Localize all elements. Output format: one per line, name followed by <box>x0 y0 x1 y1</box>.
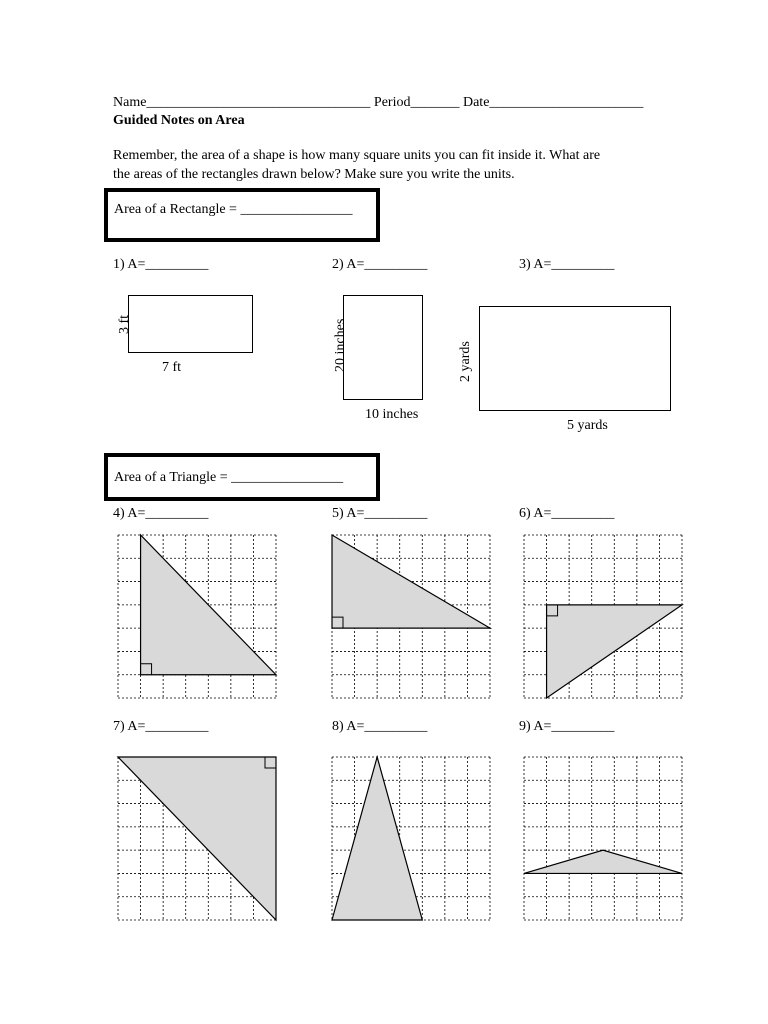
grid-problem-8 <box>332 757 490 920</box>
name-period-date-line: Name________________________________ Period_______ Date______________________ <box>113 95 644 110</box>
rectangle-3 <box>479 306 671 411</box>
rectangle-2-width-label: 10 inches <box>365 407 419 422</box>
rectangle-formula-box <box>104 188 380 242</box>
rectangle-1-width-label: 7 ft <box>162 360 182 375</box>
rectangle-3-width-label: 5 yards <box>567 418 608 433</box>
problem-4-prompt: 4) A=_________ <box>113 506 209 521</box>
rectangle-1-height-label: 3 ft <box>117 314 132 334</box>
intro-line-1: Remember, the area of a shape is how many square units you can fit inside it. What are <box>113 148 601 163</box>
rectangle-3-height-label: 2 yards <box>458 341 473 382</box>
triangle-shape <box>524 850 682 873</box>
problem-9-prompt: 9) A=_________ <box>519 719 615 734</box>
problem-5-prompt: 5) A=_________ <box>332 506 428 521</box>
page-title: Guided Notes on Area <box>113 113 245 128</box>
grid-problem-6 <box>524 535 682 698</box>
grid-problem-7 <box>118 757 276 920</box>
problem-3-prompt: 3) A=_________ <box>519 257 615 272</box>
rectangle-1 <box>128 295 253 353</box>
grid-problem-5 <box>332 535 490 698</box>
triangle-formula-label: Area of a Triangle = ________________ <box>114 470 344 485</box>
triangle-shape <box>118 757 276 920</box>
problem-7-prompt: 7) A=_________ <box>113 719 209 734</box>
problem-2-prompt: 2) A=_________ <box>332 257 428 272</box>
rectangle-formula-label: Area of a Rectangle = ________________ <box>114 202 353 217</box>
grid-problem-4 <box>118 535 276 698</box>
problem-6-prompt: 6) A=_________ <box>519 506 615 521</box>
triangle-formula-box <box>104 453 380 501</box>
rectangle-2 <box>343 295 423 400</box>
intro-line-2: the areas of the rectangles drawn below? Make sure you write the units. <box>113 167 515 182</box>
grid-problem-9 <box>524 757 682 920</box>
problem-1-prompt: 1) A=_________ <box>113 257 209 272</box>
rectangle-2-height-label: 20 inches <box>333 318 348 372</box>
triangle-shape <box>332 757 422 920</box>
problem-8-prompt: 8) A=_________ <box>332 719 428 734</box>
triangle-shape <box>332 535 490 628</box>
